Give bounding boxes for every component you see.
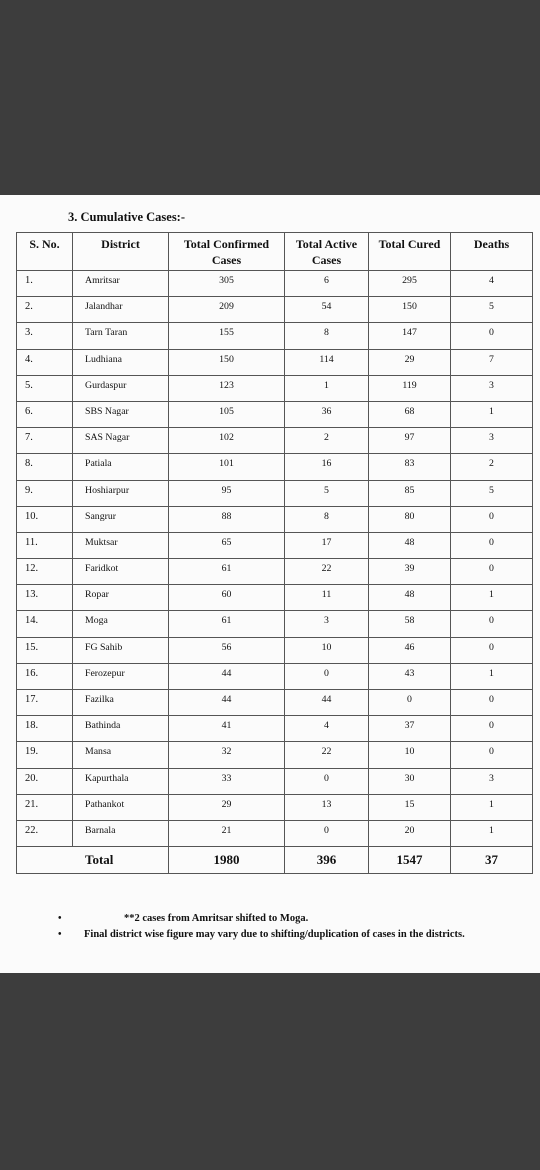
row-deaths: 0 <box>451 323 533 349</box>
table-row <box>17 768 533 794</box>
total-deaths: 37 <box>451 847 533 874</box>
total-confirmed: 1980 <box>169 847 285 874</box>
row-cured: 37 <box>369 716 451 742</box>
row-district: Ropar <box>73 585 169 611</box>
row-deaths: 1 <box>451 401 533 427</box>
row-active: 0 <box>285 768 369 794</box>
footnote-text: **2 cases from Amritsar shifted to Moga. <box>124 913 309 924</box>
row-confirmed: 61 <box>169 611 285 637</box>
row-cured: 58 <box>369 611 451 637</box>
row-district: Barnala <box>73 820 169 846</box>
row-cured: 43 <box>369 663 451 689</box>
row-district: Amritsar <box>73 271 169 297</box>
row-cured: 150 <box>369 297 451 323</box>
row-sno: 9. <box>17 480 73 506</box>
table-row <box>17 271 533 297</box>
bullet-icon: • <box>58 928 62 940</box>
row-deaths: 1 <box>451 585 533 611</box>
row-district: SAS Nagar <box>73 428 169 454</box>
row-deaths: 0 <box>451 506 533 532</box>
row-district: Patiala <box>73 454 169 480</box>
row-cured: 46 <box>369 637 451 663</box>
footnote-text: Final district wise figure may vary due to shifting/duplication of cases in the districts. <box>84 928 465 940</box>
row-active: 0 <box>285 663 369 689</box>
table-row <box>17 506 533 532</box>
row-sno: 10. <box>17 506 73 532</box>
row-active: 8 <box>285 323 369 349</box>
row-deaths: 0 <box>451 559 533 585</box>
row-confirmed: 33 <box>169 768 285 794</box>
row-active: 5 <box>285 480 369 506</box>
row-district: Moga <box>73 611 169 637</box>
row-deaths: 3 <box>451 768 533 794</box>
table-row <box>17 637 533 663</box>
row-cured: 83 <box>369 454 451 480</box>
row-deaths: 0 <box>451 690 533 716</box>
row-cured: 29 <box>369 349 451 375</box>
total-cured: 1547 <box>369 847 451 874</box>
header-sno: S. No. <box>17 233 73 271</box>
row-confirmed: 105 <box>169 401 285 427</box>
bullet-icon: • <box>58 913 62 924</box>
row-confirmed: 88 <box>169 506 285 532</box>
row-sno: 22. <box>17 820 73 846</box>
row-active: 0 <box>285 820 369 846</box>
row-sno: 7. <box>17 428 73 454</box>
row-cured: 39 <box>369 559 451 585</box>
header-confirmed: Total Confirmed Cases <box>169 233 285 271</box>
row-confirmed: 56 <box>169 637 285 663</box>
row-sno: 21. <box>17 794 73 820</box>
row-confirmed: 29 <box>169 794 285 820</box>
row-deaths: 0 <box>451 637 533 663</box>
row-confirmed: 101 <box>169 454 285 480</box>
table-row <box>17 532 533 558</box>
row-sno: 8. <box>17 454 73 480</box>
row-district: Ludhiana <box>73 349 169 375</box>
row-sno: 4. <box>17 349 73 375</box>
row-confirmed: 95 <box>169 480 285 506</box>
row-sno: 6. <box>17 401 73 427</box>
row-cured: 68 <box>369 401 451 427</box>
row-cured: 20 <box>369 820 451 846</box>
table-header-row <box>17 233 533 271</box>
row-cured: 85 <box>369 480 451 506</box>
row-deaths: 0 <box>451 742 533 768</box>
row-deaths: 0 <box>451 532 533 558</box>
row-confirmed: 155 <box>169 323 285 349</box>
row-cured: 48 <box>369 532 451 558</box>
table-row <box>17 585 533 611</box>
table-row <box>17 297 533 323</box>
table-row <box>17 401 533 427</box>
table-row <box>17 480 533 506</box>
row-sno: 16. <box>17 663 73 689</box>
row-cured: 15 <box>369 794 451 820</box>
row-sno: 12. <box>17 559 73 585</box>
row-deaths: 0 <box>451 611 533 637</box>
row-confirmed: 65 <box>169 532 285 558</box>
row-deaths: 3 <box>451 428 533 454</box>
row-active: 44 <box>285 690 369 716</box>
total-row <box>17 847 533 874</box>
header-deaths: Deaths <box>451 233 533 271</box>
row-district: Tarn Taran <box>73 323 169 349</box>
table-row <box>17 559 533 585</box>
row-sno: 14. <box>17 611 73 637</box>
row-confirmed: 60 <box>169 585 285 611</box>
row-district: Jalandhar <box>73 297 169 323</box>
row-district: Mansa <box>73 742 169 768</box>
row-sno: 1. <box>17 271 73 297</box>
row-confirmed: 32 <box>169 742 285 768</box>
row-district: Kapurthala <box>73 768 169 794</box>
total-label: Total <box>17 847 169 874</box>
header-cured: Total Cured <box>369 233 451 271</box>
row-deaths: 0 <box>451 716 533 742</box>
row-deaths: 1 <box>451 663 533 689</box>
row-district: Hoshiarpur <box>73 480 169 506</box>
row-confirmed: 41 <box>169 716 285 742</box>
row-district: Gurdaspur <box>73 375 169 401</box>
row-deaths: 5 <box>451 297 533 323</box>
row-cured: 147 <box>369 323 451 349</box>
row-sno: 11. <box>17 532 73 558</box>
row-confirmed: 44 <box>169 663 285 689</box>
table-row <box>17 742 533 768</box>
row-active: 4 <box>285 716 369 742</box>
row-sno: 5. <box>17 375 73 401</box>
table-row <box>17 716 533 742</box>
row-confirmed: 61 <box>169 559 285 585</box>
row-deaths: 7 <box>451 349 533 375</box>
row-district: Ferozepur <box>73 663 169 689</box>
row-confirmed: 305 <box>169 271 285 297</box>
table-row <box>17 820 533 846</box>
table-row <box>17 663 533 689</box>
row-district: Sangrur <box>73 506 169 532</box>
row-district: Muktsar <box>73 532 169 558</box>
row-district: Faridkot <box>73 559 169 585</box>
row-active: 10 <box>285 637 369 663</box>
row-cured: 97 <box>369 428 451 454</box>
section-heading: 3. Cumulative Cases:- <box>68 210 186 224</box>
row-cured: 48 <box>369 585 451 611</box>
row-deaths: 1 <box>451 794 533 820</box>
row-district: Pathankot <box>73 794 169 820</box>
table-row <box>17 375 533 401</box>
footnote-item <box>58 913 518 926</box>
row-sno: 2. <box>17 297 73 323</box>
row-active: 114 <box>285 349 369 375</box>
row-cured: 295 <box>369 271 451 297</box>
row-district: Bathinda <box>73 716 169 742</box>
row-active: 11 <box>285 585 369 611</box>
row-deaths: 5 <box>451 480 533 506</box>
footnotes <box>58 913 518 944</box>
row-active: 3 <box>285 611 369 637</box>
row-sno: 13. <box>17 585 73 611</box>
row-active: 13 <box>285 794 369 820</box>
row-cured: 119 <box>369 375 451 401</box>
document-page <box>0 195 540 973</box>
table-row <box>17 454 533 480</box>
table-row <box>17 428 533 454</box>
row-confirmed: 102 <box>169 428 285 454</box>
row-active: 6 <box>285 271 369 297</box>
row-sno: 17. <box>17 690 73 716</box>
row-deaths: 1 <box>451 820 533 846</box>
row-active: 54 <box>285 297 369 323</box>
row-cured: 0 <box>369 690 451 716</box>
total-active: 396 <box>285 847 369 874</box>
table-row <box>17 349 533 375</box>
row-confirmed: 150 <box>169 349 285 375</box>
row-deaths: 3 <box>451 375 533 401</box>
row-active: 22 <box>285 742 369 768</box>
table-row <box>17 323 533 349</box>
row-active: 1 <box>285 375 369 401</box>
row-active: 17 <box>285 532 369 558</box>
row-active: 2 <box>285 428 369 454</box>
table-row <box>17 611 533 637</box>
table-row <box>17 690 533 716</box>
row-active: 36 <box>285 401 369 427</box>
row-deaths: 2 <box>451 454 533 480</box>
row-sno: 18. <box>17 716 73 742</box>
row-confirmed: 21 <box>169 820 285 846</box>
header-district: District <box>73 233 169 271</box>
row-cured: 30 <box>369 768 451 794</box>
row-district: FG Sahib <box>73 637 169 663</box>
header-active: Total Active Cases <box>285 233 369 271</box>
row-confirmed: 209 <box>169 297 285 323</box>
row-confirmed: 123 <box>169 375 285 401</box>
row-deaths: 4 <box>451 271 533 297</box>
row-active: 8 <box>285 506 369 532</box>
row-sno: 15. <box>17 637 73 663</box>
footnote-item <box>58 929 518 942</box>
row-district: Fazilka <box>73 690 169 716</box>
row-confirmed: 44 <box>169 690 285 716</box>
row-sno: 3. <box>17 323 73 349</box>
row-sno: 19. <box>17 742 73 768</box>
row-cured: 80 <box>369 506 451 532</box>
row-district: SBS Nagar <box>73 401 169 427</box>
cumulative-cases-table <box>16 232 533 874</box>
row-active: 22 <box>285 559 369 585</box>
table-row <box>17 794 533 820</box>
row-active: 16 <box>285 454 369 480</box>
row-cured: 10 <box>369 742 451 768</box>
row-sno: 20. <box>17 768 73 794</box>
